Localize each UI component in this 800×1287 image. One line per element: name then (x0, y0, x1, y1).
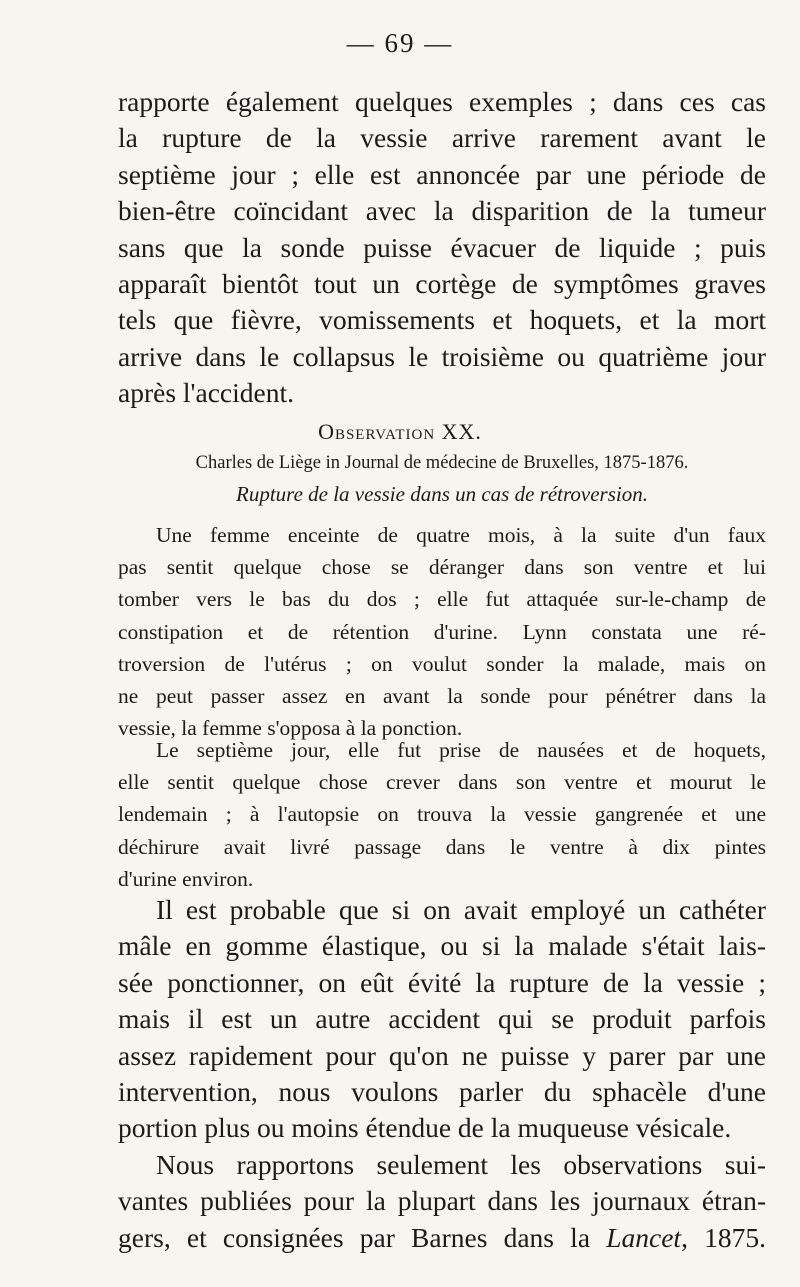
text-line: troversion de l'utérus ; on voulut sonder la malade, mais on (118, 651, 766, 676)
text-line: Nous rapportons seulement les observations sui- (156, 1148, 766, 1180)
observation-title: Rupture de la vessie dans un cas de rétroversion. (236, 482, 648, 506)
text-line: vessie, la femme s'opposa à la ponction. (118, 716, 463, 741)
final-line-end: , 1875. (681, 1221, 766, 1253)
text-line: tels que fièvre, vomissements et hoquets, et la mort (118, 304, 766, 336)
text-line: Une femme enceinte de quatre mois, à la suite d'un faux (156, 523, 766, 547)
text-line: lendemain ; à l'autopsie on trouva la vessie gangrenée et une (118, 802, 766, 827)
text-line: sans que la sonde puisse évacuer de liquide ; puis (118, 231, 766, 263)
text-line: pas sentit quelque chose se déranger dans son ventre et lui (118, 555, 766, 580)
text-line: Il est probable que si on avait employé un cathéter (156, 894, 766, 925)
text-line: elle sentit quelque chose crever dans son ventre et mourut le (118, 770, 766, 795)
text-line: constipation et de rétention d'urine. Lynn constata une ré- (118, 619, 766, 644)
text-line: septième jour ; elle est annoncée par une période de (118, 158, 766, 190)
text-line: Le septième jour, elle fut prise de nausées et de hoquets, (156, 738, 766, 762)
text-line: mâle en gomme élastique, ou si la malade s'était lais- (118, 930, 766, 962)
text-line: vantes publiées pour la plupart dans les journaux étran- (118, 1185, 766, 1217)
journal-title: Lancet (606, 1221, 682, 1253)
text-line: rapporte également quelques exemples ; dans ces cas (118, 86, 766, 117)
text-line: la rupture de la vessie arrive rarement avant le (118, 122, 766, 154)
paragraph-1 (118, 84, 766, 412)
page-number: — 69 — (346, 28, 454, 58)
paragraph-2-and-3 (118, 892, 766, 1256)
text-line: d'urine environ. (118, 866, 254, 891)
text-line: assez rapidement pour qu'on ne puisse y parer par une (118, 1039, 766, 1071)
observation-heading: Observation XX. (318, 419, 482, 444)
final-line-text: gers, et consignées par Barnes dans la (118, 1221, 607, 1253)
text-line: sée ponctionner, on eût évité la rupture de la vessie ; (118, 966, 766, 998)
text-line: bien-être coïncidant avec la disparition de la tumeur (118, 195, 766, 227)
observation-paragraph-b (118, 734, 766, 895)
text-line: arrive dans le collapsus le troisième ou quatrième jour (118, 340, 766, 372)
text-line: intervention, nous voulons parler du sphacèle d'une (118, 1076, 766, 1108)
text-line: mais il est un autre accident qui se produit parfois (118, 1003, 766, 1035)
text-line: tomber vers le bas du dos ; elle fut attaquée sur-le-champ de (118, 587, 766, 612)
observation-source: Charles de Liège in Journal de médecine de Bruxelles, 1875-1876. (195, 453, 689, 473)
text-line: après l'accident. (118, 377, 294, 409)
observation-paragraph-a (118, 519, 766, 744)
text-line: apparaît bientôt tout un cortège de symptômes graves (118, 268, 766, 300)
text-line: portion plus ou moins étendue de la muqueuse vésicale. (118, 1112, 732, 1144)
text-line: ne peut passer assez en avant la sonde pour pénétrer dans la (118, 684, 766, 709)
text-line-final (118, 1220, 766, 1256)
text-line: déchirure avait livré passage dans le ventre à dix pintes (118, 834, 766, 859)
